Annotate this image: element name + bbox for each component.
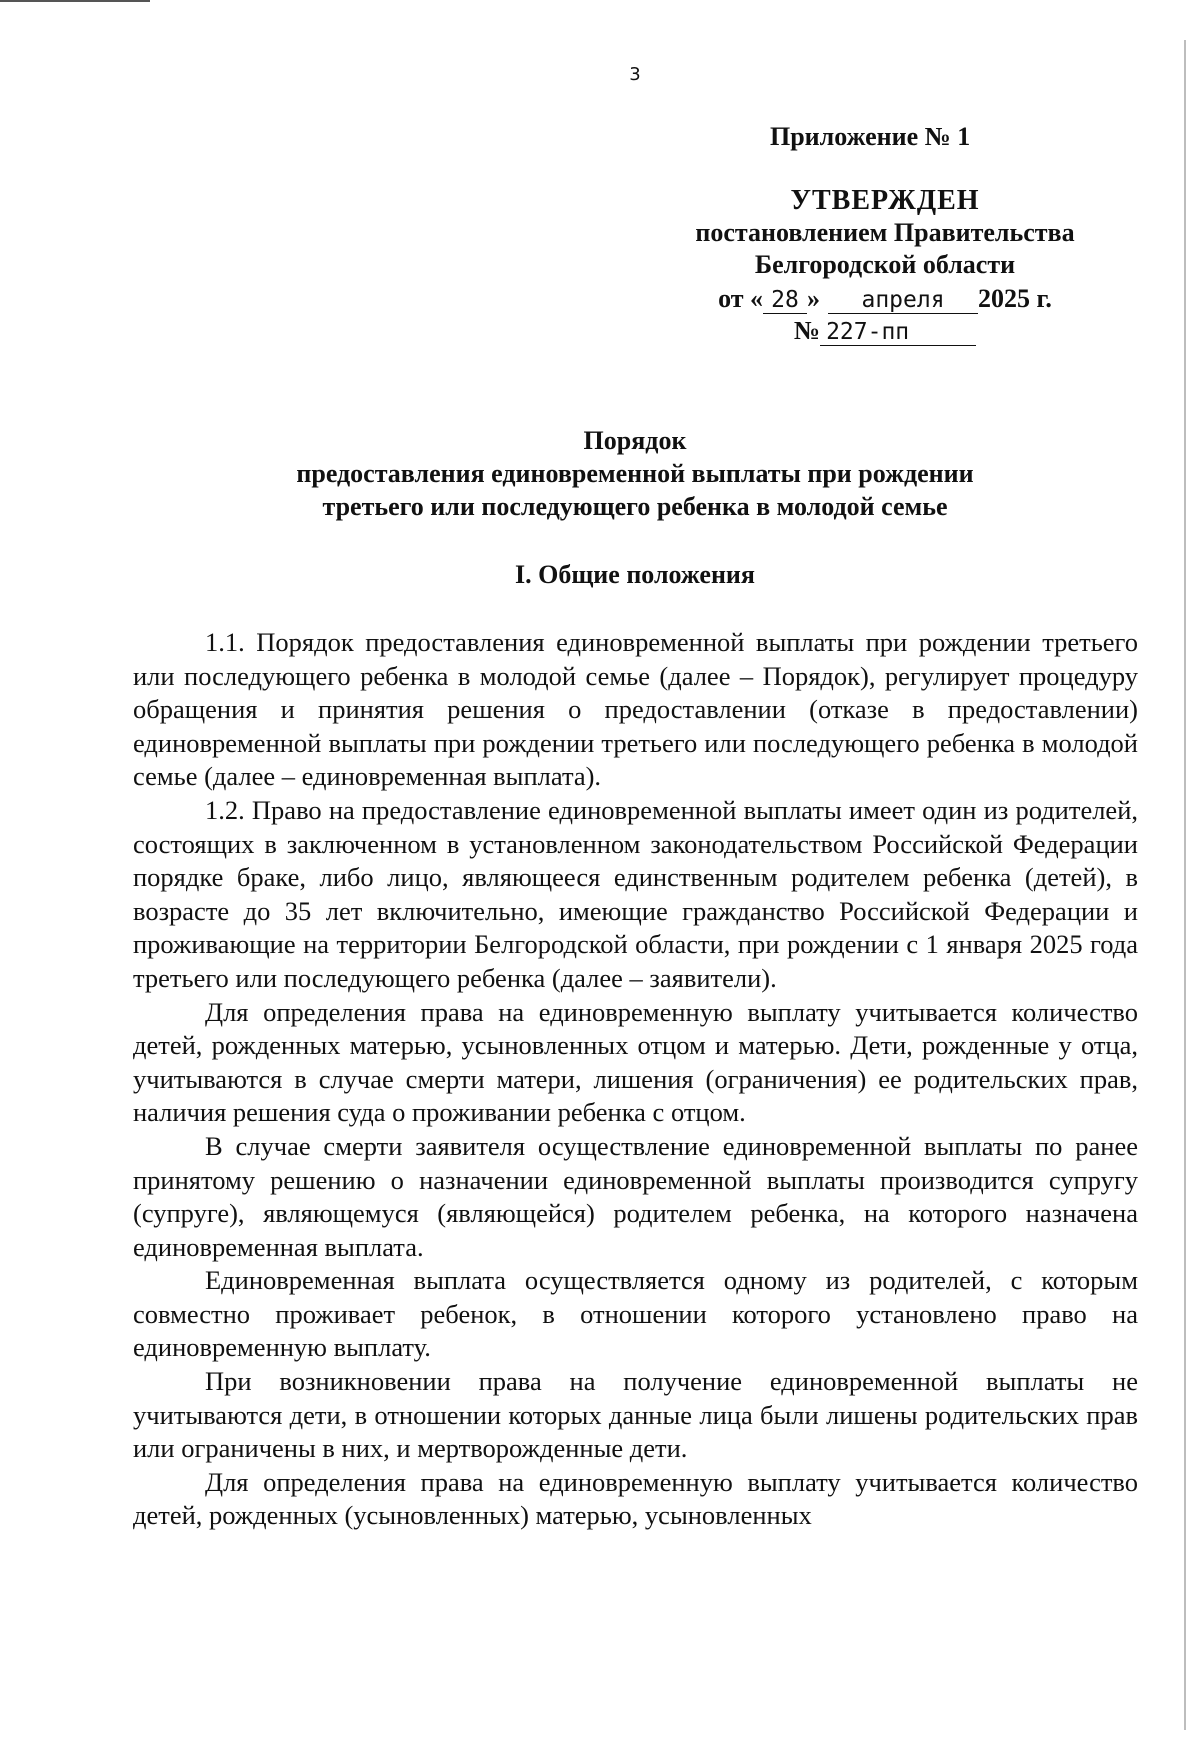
date-prefix: от « (718, 284, 764, 313)
document-title (120, 424, 1150, 523)
title-line-2: предоставления единовременной выплаты при рождении (296, 459, 974, 488)
paragraph: Единовременная выплата осуществляется одному из родителей, с которым совместно проживает ребенок, в отношении которого установлено право на единовременную выплату. (133, 1265, 1138, 1363)
approval-number (640, 315, 1130, 347)
approval-date (640, 283, 1130, 315)
number-prefix: № (793, 316, 821, 345)
paragraph-1-1: 1.1. Порядок предоставления единовременной выплаты при рождении третьего или последующего ребенка в молодой семье (далее – Порядок), регулирует процедуру обращения и принятия решения о предоставлении (отказе в предоставлении) единовременной выплаты при рождении третьего или последующего ребенка в молодой семье (далее – единовременная выплата). (133, 627, 1138, 792)
paragraph: Для определения права на единовременную выплату учитывается количество детей, рожденных (усыновленных) матерью, усыновленных (133, 1466, 1138, 1531)
date-year: 2025 г. (978, 284, 1052, 313)
paragraph: При возникновении права на получение единовременной выплаты не учитываются дети, в отношении которых данные лица были лишены родительских прав или ограничены в них, и мертворожденные дети. (133, 1366, 1138, 1464)
approval-block (640, 185, 1130, 347)
paragraph: В случае смерти заявителя осуществление единовременной выплаты по ранее принятому решению о назначении единовременной выплаты производится супругу (супруге), являющемуся (являющейся) родителем ребенка, на которого назначена единовременная выплата. (133, 1130, 1138, 1262)
approval-line-2: Белгородской области (754, 250, 1016, 279)
approved-heading: УТВЕРЖДЕН (790, 185, 980, 216)
paragraph-1-2: 1.2. Право на предоставление единовременной выплаты имеет один из родителей, состоящих в заключенном в установленном законодательством Российской Федерации порядке браке, либо лицо, являющееся единственным родителем ребенка (детей), в возрасте до 35 лет включительно, имеющие гражданство Российской Федерации и проживающие на территории Белгородской области, при рождении с 1 января 2025 года третьего или последующего ребенка (далее – заявители). (133, 794, 1138, 993)
date-day: 28 (763, 287, 807, 314)
approval-line-1: постановлением Правительства (695, 218, 1075, 247)
title-line-3: третьего или последующего ребенка в молодой семье (322, 492, 948, 521)
scan-artifact-right-edge (1184, 40, 1186, 1730)
annex-label: Приложение № 1 (770, 122, 971, 151)
section-title: I. Общие положения (515, 560, 755, 589)
scan-artifact-top-line (0, 0, 150, 2)
date-month: апреля (828, 287, 978, 314)
date-mid: » (807, 284, 821, 313)
number-value: 227-пп (820, 319, 976, 346)
title-line-1: Порядок (583, 426, 687, 455)
paragraph: Для определения права на единовременную выплату учитывается количество детей, рожденных матерью, усыновленных отцом и матерью. Дети, рожденные у отца, учитываются в случае смерти матери, лишения (ограничения) ее родительских прав, наличия решения суда о проживании ребенка с отцом. (133, 996, 1138, 1128)
page-number: 3 (629, 64, 641, 85)
body-text (133, 626, 1138, 1533)
